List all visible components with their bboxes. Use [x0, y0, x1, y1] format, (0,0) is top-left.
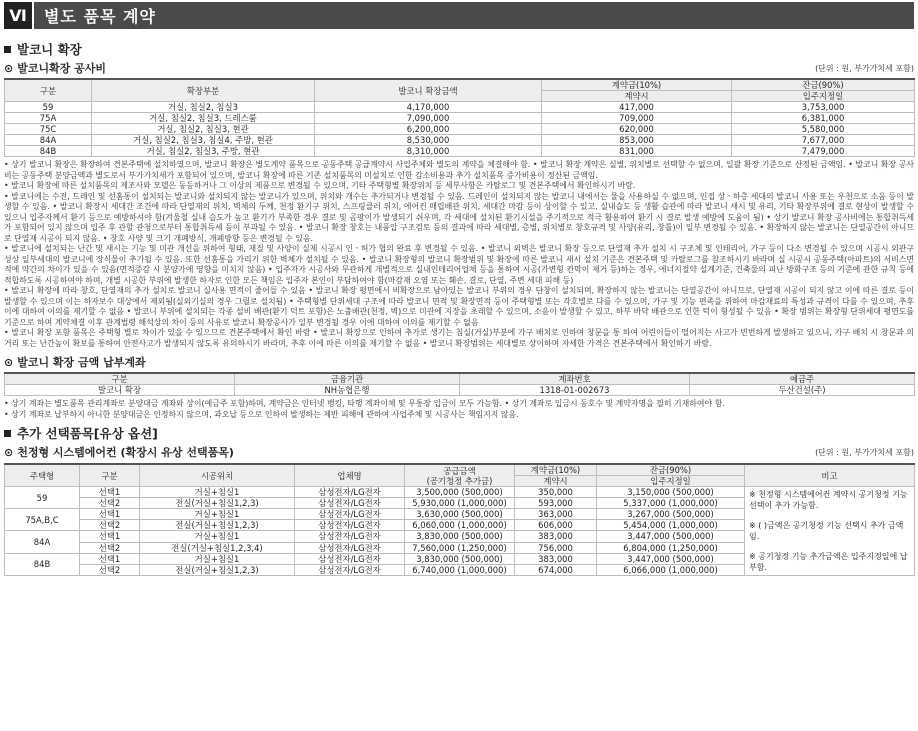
cell-opt-deposit: 363,000	[515, 509, 597, 520]
cell-opt-type: 84A	[5, 531, 80, 553]
note-paragraph: • 발코니에 설치되는 난간 및 새시는 기능 및 미관 개선을 위하여 형태, 재질 및 사양이 실제 시공시 인ㆍ허가 협의 완료 후 변경될 수 있음. • 발코니 외벽은 발코니 확장 등으로 단열재 추가 설치 시 구조체 및 인테리어, 가구 등이 다소 변경될 수 있으며 시공시 외관구성상 일부세대의 발코니에 장식물이 추가될 수 있음. 또한 선홈통을 가리기 위한 벽체가 설치될 수 있음. • 발코니 확장형의 발코니 확장범위 및 확장에 따른 발코니 새시 설치 기준은 견본주택 및 카탈로그를 참조하시기 바라며 실 시공시 공동주택(아파트)의 서비스면적에 약간의 차이가 있을 수 있음(면적증감 시 분양가에 영향을 미치지 않음) • 입주자가 시공사와 무관하게 개별적으로 실내인테리어업체 등을 통하여 시공(가변형 칸막이 제거 등)하는 경우, 에너지절약 설계기준, 건축물의 피난 방화구조 등의 기준에 관한 규칙 등에 적합하도록 시공하여야 하며, 개별 시공한 부위에 발생한 하자로 인한 모든 책임은 입주자 본인이 부담하여야 함(마감재 오염 또는 훼손, 결로, 단열, 주변 세대 피해 등)	[4, 244, 914, 285]
options-heading	[4, 424, 914, 442]
cell-opt-location: 거실+침실1	[140, 487, 295, 498]
th-deposit-sub: 계약시	[542, 91, 732, 102]
cell-opt-location: 전실(거실+침실1,2,3)	[140, 520, 295, 531]
table-row	[5, 102, 915, 113]
circle-dot-icon: ⊙	[4, 61, 14, 75]
cell-type: 75A	[5, 113, 92, 124]
cell-opt-supply: 5,930,000 (1,000,000)	[405, 498, 515, 509]
cell-opt-cat: 선택1	[80, 531, 140, 542]
note-paragraph: • 상기 계좌는 별도품목 관리계좌로 분양대금 계좌와 상이(예금주 포함)하며, 계약금은 인터넷 뱅킹, 타행 계좌이체 및 무통장 입금이 모두 가능함. • 상기 계좌로 입금시 동호수 및 계약자명을 필히 기재하여야 함.	[4, 399, 725, 408]
cell-type: 84B	[5, 146, 92, 157]
cell-opt-deposit: 350,000	[515, 487, 597, 498]
cell-opt-balance: 5,337,000 (1,000,000)	[597, 498, 745, 509]
cell-opt-deposit: 674,000	[515, 565, 597, 576]
th-opt-location: 시공위치	[140, 464, 295, 487]
cell-opt-balance: 6,804,000 (1,250,000)	[597, 542, 745, 553]
chapter-number: Ⅵ	[4, 2, 34, 29]
note-paragraph: • 발코니 확장에 따라 창호, 단열재의 추가 설치로 발코니 실사용 면적이 줄어들 수 있음 • 발코니 확장 평면에서 비확장으로 남아있는 발코니 부위의 경우 단창이 설치되며, 확장하지 않는 발코니는 단열공간이 아니므로, 단열재 시공이 되지 않고 이에 따른 결로 등이 발생할 수 있으며 이는 하자보수 대상에서 제외됨(실외기실의 경우 그릴로 설치됨) • 주택형별 단위세대 구조에 따라 발코니 면적 및 확장면적 등이 주택형별 또는 각호별로 다를 수 있으며, 가구 및 기능 편족을 위하여 마감재료의 특성과 규격이 다를 수 있으며, 추후 이에 대하여 이의를 제기할 수 없음 • 발코니 부위에 설치되는 각종 설비 배관(환기 덕트 포함)은 노출배관(천정, 벽)으로 미관에 지장을 초래할 수 있으며, 소음이 발생할 수 있고, 하부 바닥 배관으로 인한 턱이 형성될 수 있음 • 확장 범위는 확장형 단위세대 평면도를 기준으로 하며 계약체결 이후 관계법령 해석상의 차이 등의 사유로 발코니 확장공사가 일부 변경될 경우 이에 대하여 이의를 제기할 수 없음	[4, 286, 914, 327]
th-account-bank: 금융기관	[235, 373, 460, 385]
account-title: 발코니 확장 금액 납부계좌	[17, 356, 146, 369]
chapter-title: 별도 품목 계약	[44, 7, 156, 26]
cell-opt-supply: 3,500,000 (500,000)	[405, 487, 515, 498]
th-opt-note: 비고	[745, 464, 915, 487]
cell-opt-balance: 5,454,000 (1,000,000)	[597, 520, 745, 531]
account-subheading	[4, 354, 914, 370]
cell-opt-company: 삼성전자/LG전자	[295, 520, 405, 531]
cell-opt-cat: 선택2	[80, 565, 140, 576]
circle-dot-icon: ⊙	[4, 445, 14, 459]
table-row	[5, 113, 915, 124]
cell-opt-type: 59	[5, 487, 80, 509]
cell-account-bank: NH농협은행	[235, 385, 460, 396]
balcony-notes	[4, 160, 914, 349]
balcony-heading-text: 발코니 확장	[17, 42, 82, 57]
table-row	[5, 385, 915, 396]
cell-opt-balance: 3,150,000 (500,000)	[597, 487, 745, 498]
account-table	[4, 372, 915, 396]
th-part: 확장부분	[92, 79, 315, 102]
cell-part: 거실, 침실2, 침실3, 현관	[92, 124, 315, 135]
cell-opt-supply: 3,830,000 (500,000)	[405, 531, 515, 542]
cell-opt-type: 84B	[5, 553, 80, 575]
cell-opt-cat: 선택2	[80, 498, 140, 509]
balcony-price-table	[4, 78, 915, 157]
balcony-unit-note: (단위 : 원, 부가가치세 포함)	[815, 63, 914, 73]
cell-opt-cat: 선택2	[80, 520, 140, 531]
circle-dot-icon: ⊙	[4, 355, 14, 369]
cell-opt-deposit: 756,000	[515, 542, 597, 553]
cell-opt-deposit: 383,000	[515, 553, 597, 564]
cell-opt-cat: 선택1	[80, 487, 140, 498]
options-subheading	[4, 444, 914, 460]
th-opt-deposit-sub: 계약시	[515, 476, 597, 487]
aircon-options-table	[4, 463, 915, 576]
cell-type: 84A	[5, 135, 92, 146]
cell-part: 거실, 침실2, 침실3, 침실4, 주방, 현관	[92, 135, 315, 146]
th-opt-deposit: 계약금(10%)	[515, 464, 597, 476]
th-type: 구분	[5, 79, 92, 102]
cell-part: 거실, 침실2, 침실3	[92, 102, 315, 113]
note-paragraph: • 발코니 확장에 따른 설치품목의 제조사와 모델은 동등하거나 그 이상의 제품으로 변경될 수 있으며, 기타 주택형별 확장위치 등 세부사항은 카탈로그 및 견본주택에서 확인하시기 바람.	[4, 181, 636, 190]
cell-opt-supply: 6,740,000 (1,000,000)	[405, 565, 515, 576]
th-opt-balance-sub: 입주지정일	[597, 476, 745, 487]
cell-opt-balance: 3,447,000 (500,000)	[597, 531, 745, 542]
cell-opt-supply: 3,630,000 (500,000)	[405, 509, 515, 520]
th-opt-balance: 잔금(90%)	[597, 464, 745, 476]
cell-opt-deposit: 383,000	[515, 531, 597, 542]
cell-balance: 6,381,000	[732, 113, 915, 124]
cell-opt-balance: 3,447,000 (500,000)	[597, 553, 745, 564]
cell-opt-company: 삼성전자/LG전자	[295, 509, 405, 520]
cell-balance: 7,479,000	[732, 146, 915, 157]
th-account-type: 구분	[5, 373, 235, 385]
options-note: ※ 공기청정 기능 추가금액은 입주지정일에 납부함.	[749, 552, 908, 572]
cell-opt-cat: 선택2	[80, 542, 140, 553]
options-note: ※ 천정형 시스템에어컨 계약시 공기청정 기능 선택이 추가 가능함.	[749, 490, 908, 510]
th-account-holder: 예금주	[690, 373, 915, 385]
th-opt-type: 주택형	[5, 464, 80, 487]
cell-deposit: 853,000	[542, 135, 732, 146]
cell-opt-company: 삼성전자/LG전자	[295, 498, 405, 509]
th-opt-cat: 구분	[80, 464, 140, 487]
cell-deposit: 709,000	[542, 113, 732, 124]
balcony-heading	[4, 40, 914, 58]
note-paragraph: • 발코니 확장 포함 품목은 주택형 별로 차이가 있을 수 있으므로 견본주택에서 확인 바람 • 발코니 확장으로 인하여 추가로 생기는 침실(거실)부분에 가구 배치로 인하여 창문을 통 하여 어린이들이 떨어지는 사고가 빈번하게 발생하고 있으니, 가구 배치 시 창문과 의 거리 또는 난간높이 확보를 통하여 안전사고가 발생되지 않도록 유의하시기 바라며, 추후 이에 따른 이의를 제기할 수 없음 • 발코니 확장범위는 세대별로 상이하며 자세한 가격은 견본주택에서 확인하기 바람.	[4, 328, 914, 348]
table-row	[5, 124, 915, 135]
cell-opt-location: 전실(거실+침실1,2,3)	[140, 565, 295, 576]
th-balance: 잔금(90%)	[732, 79, 915, 91]
cell-opt-company: 삼성전자/LG전자	[295, 487, 405, 498]
cell-amount: 8,310,000	[315, 146, 542, 157]
cell-balance: 5,580,000	[732, 124, 915, 135]
cell-deposit: 417,000	[542, 102, 732, 113]
cell-amount: 8,530,000	[315, 135, 542, 146]
cell-part: 거실, 침실2, 침실3, 주방, 현관	[92, 146, 315, 157]
cell-balance: 3,753,000	[732, 102, 915, 113]
square-bullet-icon	[4, 46, 11, 53]
th-opt-supply	[405, 464, 515, 487]
account-notes	[4, 399, 914, 420]
balcony-price-subheading	[4, 60, 914, 76]
cell-opt-cat: 선택1	[80, 553, 140, 564]
note-paragraph: • 상기 발코니 확장은 확장하여 견본주택에 설치하였으며, 발코니 확장은 별도계약 품목으로 공동주택 공급계약시 사업주체와 별도의 계약을 체결해야 함. • 발코니 확장 계약은 실별, 위치별로 선택할 수 없으며, 일괄 확장 기준으로 산정된 금액임. • 발코니 확장 공사비는 공동주택 분양금액과 별도로서 부가가치세가 포함되어 있으며, 발코니 확장에 따른 기존 설치품목의 미설치로 인한 감소비용과 추가 설치품목 증가비용이 정산된 금액임.	[4, 160, 914, 180]
options-note-cell	[745, 487, 915, 576]
square-bullet-icon	[4, 430, 11, 437]
cell-balance: 7,677,000	[732, 135, 915, 146]
cell-opt-cat: 선택1	[80, 509, 140, 520]
cell-amount: 6,200,000	[315, 124, 542, 135]
cell-opt-supply: 7,560,000 (1,250,000)	[405, 542, 515, 553]
th-opt-supply-sub: (공기청정 추가금)	[426, 475, 493, 486]
cell-opt-deposit: 606,000	[515, 520, 597, 531]
cell-amount: 4,170,000	[315, 102, 542, 113]
cell-opt-company: 삼성전자/LG전자	[295, 531, 405, 542]
cell-account-type: 발코니 확장	[5, 385, 235, 396]
cell-opt-location: 전실(거실+침실1,2,3,4)	[140, 542, 295, 553]
cell-amount: 7,090,000	[315, 113, 542, 124]
balcony-price-title: 발코니확장 공사비	[17, 62, 107, 75]
cell-opt-supply: 3,830,000 (500,000)	[405, 553, 515, 564]
th-account-number: 계좌번호	[460, 373, 690, 385]
options-note: ※ ( )금액은 공기청정 기능 선택시 추가 금액임.	[749, 521, 904, 541]
cell-opt-company: 삼성전자/LG전자	[295, 542, 405, 553]
cell-opt-balance: 3,267,000 (500,000)	[597, 509, 745, 520]
table-row	[5, 487, 915, 498]
options-title: 천정형 시스템에어컨 (확장시 유상 선택품목)	[17, 446, 234, 459]
cell-account-number: 1318-01-002673	[460, 385, 690, 396]
table-row	[5, 146, 915, 157]
cell-type: 75C	[5, 124, 92, 135]
note-paragraph: • 발코니에는 수전, 드레인 및 선홈통이 설치되는 발코니와 설치되지 않는 발코니가 있으며, 위치와 개수는 추가되거나 변경될 수 있음. 드레인이 설치되지 않는 발코니 내에서는 물을 사용하실 수 없으며, 인접 상ㆍ하층 세대의 발코니 사용 또는 우천으로 소음 등이 발생할 수 있음. • 발코니 확장시 세대간 조건에 따라 단열재의 위치, 벽체의 두께, 천정 환기구 위치, 스프링클러 위치, 에어컨 매립배관 위치, 세대간 마감 등이 상이할 수 있고, 실내습도 등 생활 습관에 따라 발코니 새시 및 유리, 기타 확장부위에 결로 현상이 발생할 수 있으니 입주자께서 환기 등으로 예방하셔야 함(겨울철 실내 습도가 높고 환기가 부족한 경우 결로 및 곰팡이가 발생되기 쉬우며, 각 세대에 설치된 환기시설을 주기적으로 적극 활용하여 환기 시 결로 발생 예방에 도움이 됨) • 상기 발코니 확장 공사비에는 통합취득세가 포함되어 있지 않으며 입주 후 관할 관청으로부터 통합취득세 등이 부과될 수 있음. • 발코니 확장 창호는 내풍압 구조검토 등의 결과에 따라 세대별, 층별, 위치별로 창호규격 및 사양(유리, 창틀)이 일부 변경될 수 있음. • 확장하지 않는 발코니는 단열공간이 아니므로 단열재 시공이 되지 않음. • 창호 사양 및 크기 개폐방식, 개폐방향 등은 변경될 수 있음.	[4, 191, 914, 243]
cell-deposit: 620,000	[542, 124, 732, 135]
options-heading-text: 추가 선택품목[유상 옵션]	[17, 426, 158, 441]
cell-opt-supply: 6,060,000 (1,000,000)	[405, 520, 515, 531]
cell-opt-balance: 6,066,000 (1,000,000)	[597, 565, 745, 576]
cell-opt-location: 거실+침실1	[140, 531, 295, 542]
cell-opt-location: 거실+침실1	[140, 553, 295, 564]
cell-part: 거실, 침실2, 침실3, 드레스룸	[92, 113, 315, 124]
table-row	[5, 135, 915, 146]
cell-opt-company: 삼성전자/LG전자	[295, 565, 405, 576]
cell-account-holder: 두산건설(주)	[690, 385, 915, 396]
cell-type: 59	[5, 102, 92, 113]
chapter-header	[4, 2, 914, 29]
note-paragraph: • 상기 계좌로 납부하지 아니한 분양대금은 인정하지 않으며, 과오납 등으로 인하여 발생하는 제반 피해에 관하여 사업주체 및 시공사는 책임지지 않음.	[4, 409, 519, 419]
cell-opt-location: 전실(거실+침실1,2,3)	[140, 498, 295, 509]
th-balance-sub: 입주지정일	[732, 91, 915, 102]
th-amount: 발코니 확장금액	[315, 79, 542, 102]
th-opt-company: 업체명	[295, 464, 405, 487]
cell-opt-location: 거실+침실1	[140, 509, 295, 520]
cell-opt-deposit: 593,000	[515, 498, 597, 509]
cell-deposit: 831,000	[542, 146, 732, 157]
cell-opt-company: 삼성전자/LG전자	[295, 553, 405, 564]
th-deposit: 계약금(10%)	[542, 79, 732, 91]
options-unit-note: (단위 : 원, 부가가치세 포함)	[815, 447, 914, 457]
th-opt-supply-label: 공급금액	[443, 465, 476, 476]
cell-opt-type: 75A,B,C	[5, 509, 80, 531]
